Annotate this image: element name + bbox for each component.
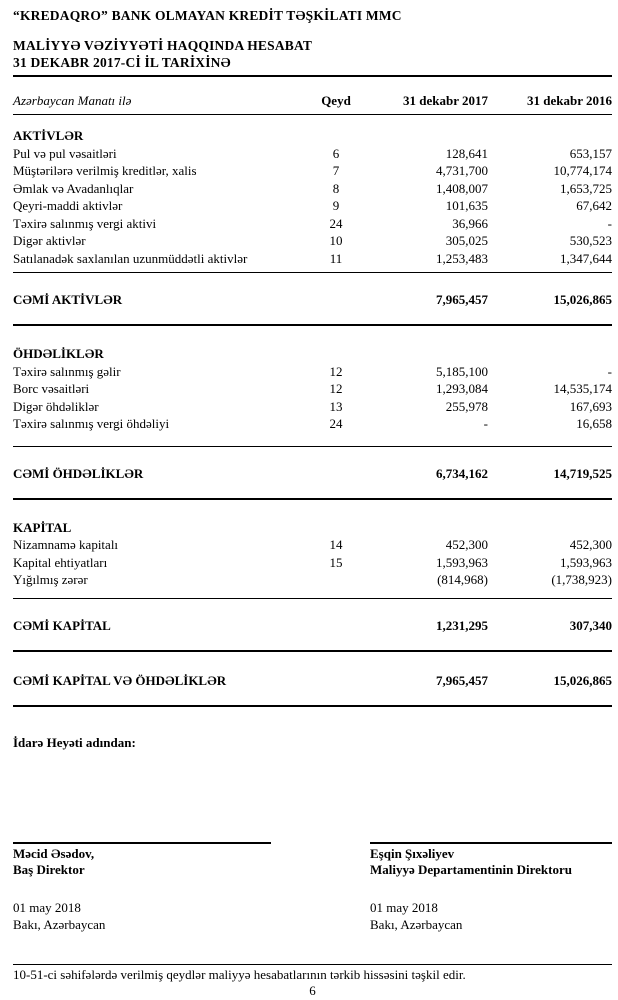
grand-total-row: [13, 672, 612, 689]
signer-title: Maliyyə Departamentinin Direktoru: [370, 861, 572, 877]
row-value-2017: 255,978: [445, 398, 488, 414]
currency-note-label: Azərbaycan Manatı ilə: [13, 93, 132, 108]
report-title-line1: MALİYYƏ VƏZİYYƏTİ HAQQINDA HESABAT: [13, 38, 313, 53]
row-value-2016: 452,300: [569, 537, 612, 552]
table-row: [13, 554, 612, 572]
row-value-2017: 101,635: [445, 198, 488, 213]
row-note: 12: [329, 363, 343, 379]
total-divider: [13, 324, 612, 326]
row-note: 7: [332, 163, 340, 178]
company-name: “KREDAQRO” BANK OLMAYAN KREDİT TƏŞKİLATI MMC: [13, 8, 402, 23]
row-value-2017: 1,593,963: [436, 554, 488, 570]
table-row: [13, 536, 612, 554]
signature-place: Bakı, Azərbaycan: [13, 916, 106, 932]
table-row: [13, 162, 612, 180]
row-value-2017: (814,968): [437, 572, 488, 587]
grand-total-value-2017: 7,965,457: [436, 672, 488, 688]
row-value-2017: 1,293,084: [436, 381, 488, 396]
total-row-assets: [13, 291, 612, 308]
total-row-liabilities: [13, 465, 612, 482]
table-row: [13, 571, 612, 589]
total-divider: [13, 650, 612, 652]
signer-name: Eşqin Şıxəliyev: [370, 845, 455, 861]
row-note: 24: [329, 215, 343, 231]
row-label: Təxirə salınmış vergi öhdəliyi: [13, 416, 170, 431]
row-label: Digər aktivlər: [13, 233, 86, 248]
total-value-2017: 7,965,457: [436, 292, 488, 307]
row-note: 9: [332, 198, 340, 213]
row-value-2016: 530,523: [569, 233, 612, 248]
signature-left: [13, 842, 271, 933]
row-label: Nizamnamə kapitalı: [13, 537, 119, 552]
row-value-2017: 4,731,700: [436, 163, 488, 178]
row-label: Borc vəsaitləri: [13, 381, 90, 396]
section-title-liabilities: ÖHDƏLİKLƏR: [13, 346, 104, 361]
signature-date-block: [13, 899, 271, 933]
officers-heading: İdarə Heyəti adından:: [13, 734, 136, 750]
row-value-2016: 653,157: [569, 145, 612, 161]
table-row: [13, 415, 612, 433]
row-label: Pul və pul vəsaitləri: [13, 145, 117, 161]
column-header-2016: 31 dekabr 2016: [527, 93, 612, 108]
section-title-assets: AKTİVLƏR: [13, 128, 84, 143]
row-value-2016: 67,642: [576, 198, 612, 213]
table-row: [13, 197, 612, 215]
section-divider: [13, 446, 612, 447]
table-row: [13, 180, 612, 198]
row-value-2017: 452,300: [445, 537, 488, 552]
grand-total-value-2016: 15,026,865: [553, 672, 612, 688]
row-value-2017: 5,185,100: [436, 363, 488, 379]
total-value-2016: 15,026,865: [553, 292, 612, 307]
table-row: [13, 145, 612, 163]
table-row: [13, 380, 612, 398]
row-value-2016: -: [607, 363, 612, 379]
row-label: Təxirə salınmış gəlir: [13, 363, 121, 379]
row-note: 13: [329, 398, 343, 414]
row-value-2016: (1,738,923): [551, 572, 612, 587]
header-divider: [13, 114, 612, 115]
signature-block: [13, 842, 612, 933]
total-divider: [13, 498, 612, 500]
grand-total-label: CƏMİ KAPİTAL VƏ ÖHDƏLİKLƏR: [13, 672, 227, 688]
page-footer: [13, 964, 612, 998]
row-label: Kapital ehtiyatları: [13, 554, 108, 570]
row-note: 8: [332, 180, 340, 196]
total-value-2016: 307,340: [569, 617, 612, 633]
row-value-2017: 305,025: [445, 233, 488, 248]
row-value-2016: 14,535,174: [553, 381, 612, 396]
column-header-note: Qeyd: [321, 93, 351, 108]
row-label: Qeyri-maddi aktivlər: [13, 198, 123, 213]
table-row: [13, 363, 612, 381]
row-value-2016: 1,347,644: [560, 250, 612, 266]
section-divider: [13, 598, 612, 599]
row-value-2017: 36,966: [452, 215, 488, 231]
title-divider: [13, 75, 612, 77]
total-row-equity: [13, 617, 612, 634]
row-label: Satılanadək saxlanılan uzunmüddətli aktivlər: [13, 250, 248, 266]
total-label: CƏMİ KAPİTAL: [13, 617, 111, 633]
row-value-2016: 1,653,725: [560, 180, 612, 196]
row-label: Digər öhdəliklər: [13, 398, 99, 414]
footer-note: 10-51-ci səhifələrdə verilmiş qeydlər maliyyə hesabatlarının tərkib hissəsini təşkil edir.: [13, 967, 466, 982]
row-value-2016: 10,774,174: [553, 163, 612, 178]
table-row: [13, 232, 612, 250]
row-label: Təxirə salınmış vergi aktivi: [13, 215, 157, 231]
signature-date: 01 may 2018: [370, 899, 438, 915]
total-label: CƏMİ AKTİVLƏR: [13, 292, 123, 307]
row-label: Yığılmış zərər: [13, 572, 88, 587]
row-note: 12: [329, 381, 343, 396]
table-row: [13, 250, 612, 268]
row-value-2017: 1,253,483: [436, 250, 488, 266]
signer-title: Baş Direktor: [13, 861, 85, 877]
signature-place: Bakı, Azərbaycan: [370, 916, 463, 932]
row-value-2016: -: [607, 215, 612, 231]
report-title-line2: 31 DEKABR 2017-Cİ İL TARİXİNƏ: [13, 54, 231, 70]
signer-name: Məcid Əsədov,: [13, 845, 95, 861]
row-value-2016: 167,693: [569, 398, 612, 414]
signature-date-block: [370, 899, 612, 933]
row-value-2016: 16,658: [576, 416, 612, 431]
row-label: Müştərilərə verilmiş kreditlər, xalis: [13, 163, 197, 178]
row-value-2017: 128,641: [445, 145, 488, 161]
row-note: 10: [329, 233, 343, 248]
report-title: [13, 38, 612, 71]
table-row: [13, 215, 612, 233]
table-header-row: [13, 92, 612, 109]
section-title-equity: KAPİTAL: [13, 519, 72, 535]
total-value-2017: 1,231,295: [436, 617, 488, 633]
page-number: 6: [309, 983, 316, 998]
signature-right: [370, 842, 612, 933]
row-value-2017: -: [483, 416, 488, 431]
total-value-2017: 6,734,162: [436, 465, 488, 481]
total-value-2016: 14,719,525: [553, 465, 612, 481]
row-note: 6: [332, 145, 340, 161]
row-value-2016: 1,593,963: [560, 554, 612, 570]
row-note: 24: [329, 416, 343, 431]
grand-total-divider: [13, 705, 612, 707]
table-row: [13, 398, 612, 416]
row-note: 11: [329, 250, 343, 266]
row-note: 15: [329, 554, 343, 570]
section-divider: [13, 272, 612, 273]
signature-date: 01 may 2018: [13, 899, 81, 915]
row-note: 14: [329, 537, 343, 552]
row-label: Əmlak və Avadanlıqlar: [13, 180, 134, 196]
total-label: CƏMİ ÖHDƏLİKLƏR: [13, 465, 144, 481]
column-header-2017: 31 dekabr 2017: [403, 93, 488, 108]
row-value-2017: 1,408,007: [436, 180, 488, 196]
